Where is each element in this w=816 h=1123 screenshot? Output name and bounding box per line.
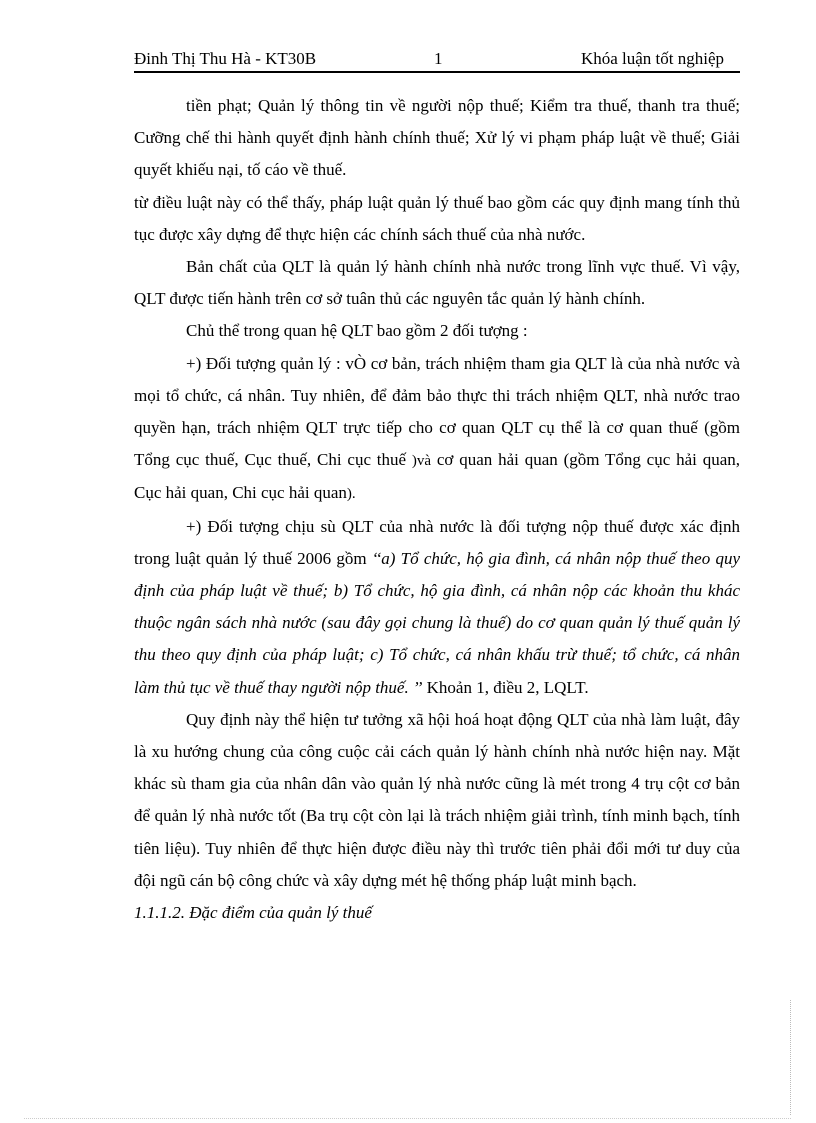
paragraph-2: từ điều luật này có thể thấy, pháp luật quản lý thuế bao gồm các quy định mang tính thủ tục được xây dựng để thực hiện các chính sách thuế của nhà nước. [134, 192, 740, 244]
paragraph-7: Quy định này thể hiện tư tưởng xã hội hoá hoạt động QLT của nhà làm luật, đây là xu hướng chung của công cuộc cải cách quản lý hành chính nhà nước hiện nay. Mặt khác sù tham gia của nhân dân vào quản lý nhà nước cũng là mét trong 4 trụ cột cơ bản để quản lý nhà nước tốt (Ba trụ cột còn lại là trách nhiệm giải trình, tính minh bạch, tính tiên liệu). Tuy nhiên để thực hiện được điều này thì trước tiên phải đổi mới tư duy của đội ngũ cán bộ công chức và xây dựng mét hệ thống pháp luật minh bạch. [134, 709, 740, 890]
header-page-number: 1 [434, 49, 443, 68]
paragraph-6-source: Khoản 1, điều 2, LQLT. [422, 677, 589, 697]
header-author: Đinh Thị Thu Hà - KT30B [134, 49, 317, 68]
paragraph-5-small-1: )và [411, 453, 432, 470]
page-header [134, 47, 740, 73]
paragraph-5-line-2: cơ quan hải quan [431, 450, 564, 470]
header-doc-type: Khóa luận tốt nghiệp [580, 49, 724, 68]
page-bottom-border [24, 1118, 791, 1120]
paragraph-1: tiền phạt; Quản lý thông tin về người nộp thuế; Kiểm tra thuế, thanh tra thuế; Cưỡng chế thi hành quyết định hành chính thuế; Xử lý vi phạm pháp luật về thuế; Giải quyết khiếu nại, tố cáo về thuế. [134, 96, 740, 180]
section-heading: 1.1.1.2. Đặc điểm của quản lý thuế [134, 903, 372, 923]
page-corner-mark [790, 1000, 792, 1115]
paragraph-5-rest: (gồm Tổng cục hải quan, Cục hải quan, Chi cục hải quan [134, 450, 740, 503]
paragraph-6 [134, 511, 740, 704]
paragraph-3: Bản chất của QLT là quản lý hành chính nhà nước trong lĩnh vực thuế. Vì vậy, QLT được tiến hành trên cơ sở tuân thủ các nguyên tắc quản lý hành chính. [134, 257, 740, 309]
paragraph-4: Chủ thể trong quan hệ QLT bao gồm 2 đối tượng : [186, 321, 528, 341]
document-body [134, 90, 740, 929]
paragraph-6-quote: ‘‘a) Tổ chức, hộ gia đình, cá nhân nộp thuế theo quy định của pháp luật về thuế; b) Tổ chức, hộ gia đình, cá nhân nộp các khoản thu khác thuộc ngân sách nhà nước (sau đây gọi chung là thuế) do cơ quan quản lý thuế quản lý thu theo quy định của pháp luật; c) Tổ chức, cá nhân khấu trừ thuế; tổ chức, cá nhân làm thủ tục về thuế thay người nộp thuế. ’’ [134, 548, 740, 697]
paragraph-5-main: +) Đối tượng quản lý : vÒ cơ bản, trách nhiệm tham gia QLT là của nhà nước và mọi tổ chức, cá nhân. Tuy nhiên, để đảm bảo thực thi trách nhiệm QLT, nhà nước trao quyền hạn, trách nhiệm QLT trực tiếp cho cơ quan QLT cụ thể là cơ quan thuế (gồm Tổng cục thuế, Cục thuế, Chi cục thuế [134, 353, 740, 470]
paragraph-6-intro: +) Đối tượng chịu sù QLT của nhà nước là đối tượng nộp thuế được xác định trong luật quản lý thuế 2006 gồm [134, 516, 740, 568]
paragraph-5-small-2: ). [346, 486, 356, 503]
paragraph-5 [134, 348, 740, 511]
